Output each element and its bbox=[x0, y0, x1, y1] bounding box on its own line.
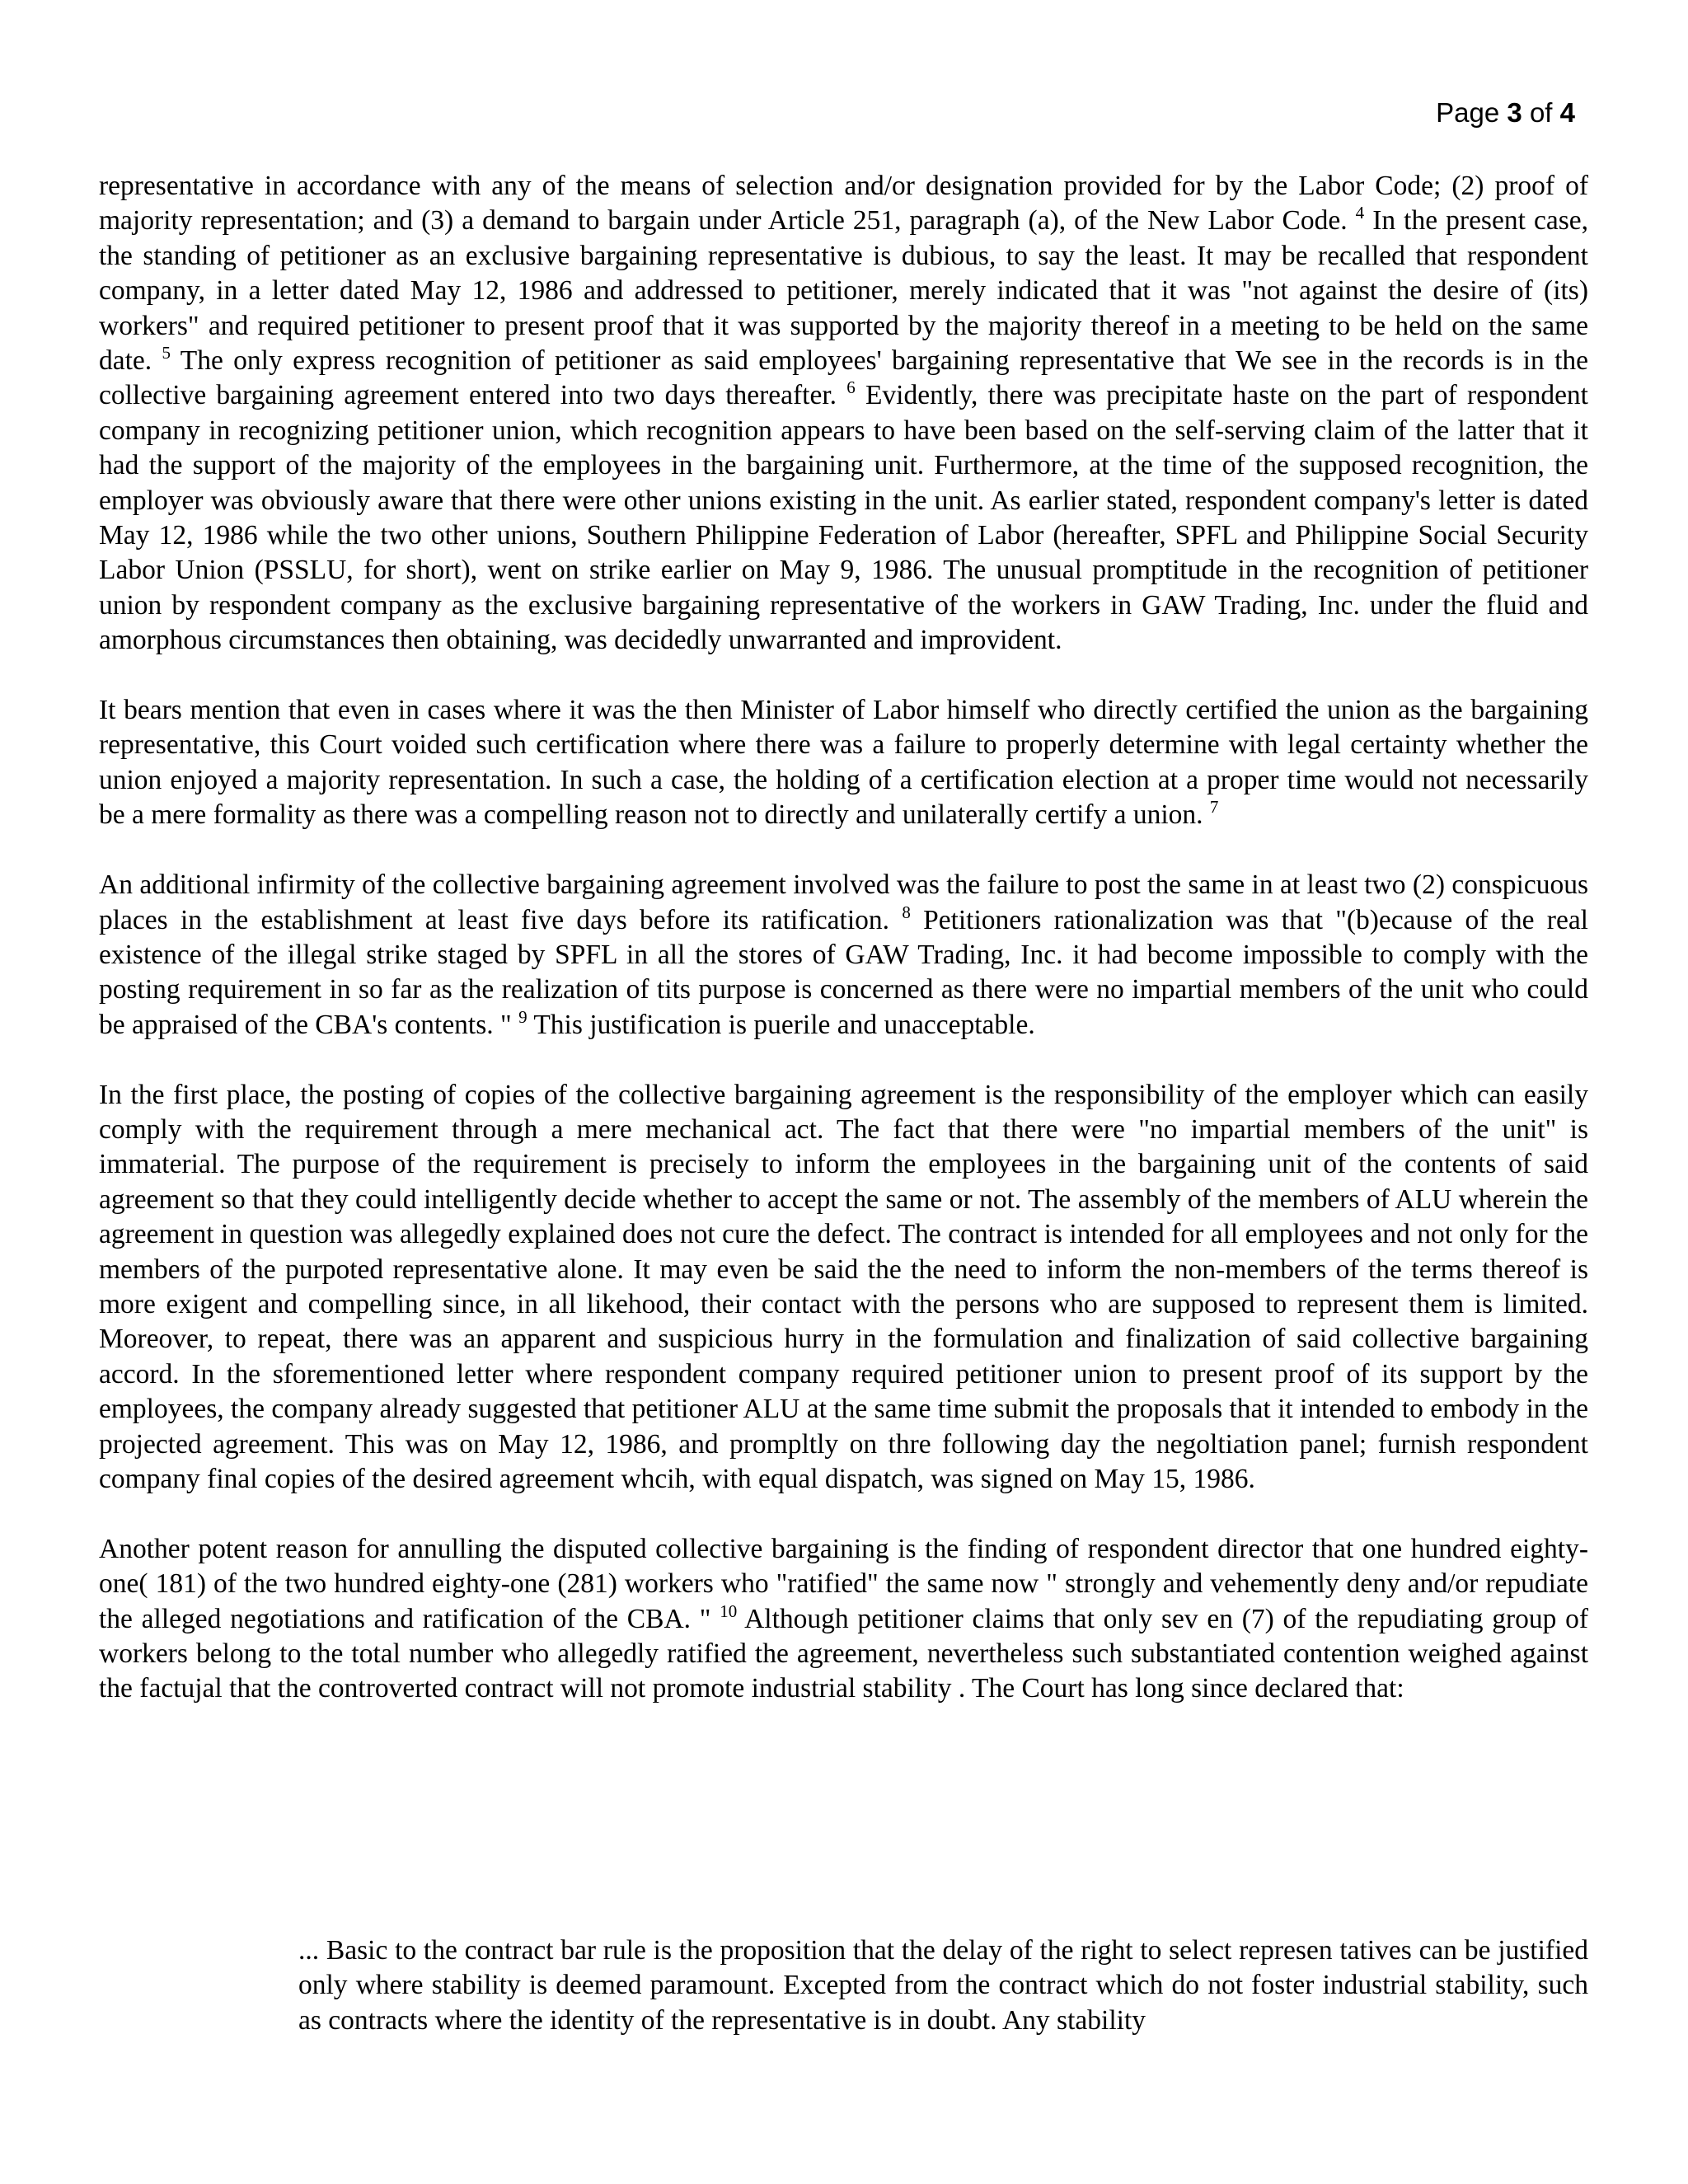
paragraph-4 bbox=[99, 1078, 1588, 1497]
paragraph-2 bbox=[99, 693, 1588, 833]
total-page-count: 4 bbox=[1559, 97, 1575, 128]
footnote-ref-5: 5 bbox=[162, 343, 171, 363]
page-word: Page bbox=[1436, 97, 1500, 128]
document-body bbox=[99, 169, 1588, 1741]
paragraph-1 bbox=[99, 169, 1588, 658]
current-page-number: 3 bbox=[1507, 97, 1522, 128]
of-word: of bbox=[1529, 97, 1553, 128]
text-run: The only express recognition of petitioner as said employees' bargaining representative that We see in the records is in the collective bargaining agreement entered into two days thereafter. bbox=[99, 345, 1588, 411]
footnote-ref-7: 7 bbox=[1209, 797, 1219, 818]
text-run: In the first place, the posting of copies of the collective bargaining agreement is the responsibility of the employer which can easily comply with the requirement through a mere mechanical act. The fact that there were "no impartial members of the unit" is immaterial. The purpose of the requirement is precisely to inform the employees in the bargaining unit of the contents of said agreement so that they could intelligently decide whether to accept the same or not. The assembly of the members of ALU wherein the agreement in question was allegedly explained does not cure the defect. The contract is intended for all employees and not only for the members of the purpoted representative alone. It may even be said the the need to inform the non-members of the terms thereof is more exigent and compelling since, in all likehood, their contact with the persons who are supposed to represent them is limited. Moreover, to repeat, there was an apparent and suspicious hurry in the formulation and finalization of said collective bargaining accord. In the sforementioned letter where respondent company required petitioner union to present proof of its support by the employees, the company already suggested that petitioner ALU at the same time submit the proposals that it intended to embody in the projected agreement. This was on May 12, 1986, and prompltly on thre following day the negoltiation panel; furnish respondent company final copies of the desired agreement whcih, with equal dispatch, was signed on May 15, 1986. bbox=[99, 1079, 1588, 1494]
text-run: Another potent reason for annulling the disputed collective bargaining is the finding of respondent director that one hundred eighty-one( 181) of the two hundred eighty-one (281) workers who "ratified" the same now " strongly and vehemently deny and/or repudiate the alleged negotiations and ratification of the CBA. " bbox=[99, 1533, 1588, 1634]
text-run: An additional infirmity of the collective bargaining agreement involved was the failure to post the same in at least two (2) conspicuous places in the establishment at least five days before its ratification. bbox=[99, 869, 1588, 935]
text-run: Evidently, there was precipitate haste on the part of respondent company in recognizing petitioner union, which recognition appears to have been based on the self-serving claim of the latter that it had the support of the majority of the employees in the bargaining unit. Furthermore, at the time of the supposed recognition, the employer was obviously aware that there were other unions existing in the unit. As earlier stated, respondent company's letter is dated May 12, 1986 while the two other unions, Southern Philippine Federation of Labor (hereafter, SPFL and Philippine Social Security Labor Union (PSSLU, for short), went on strike earlier on May 9, 1986. The unusual promptitude in the recognition of petitioner union by respondent company as the exclusive bargaining representative of the workers in GAW Trading, Inc. under the fluid and amorphous circumstances then obtaining, was decidedly unwarranted and improvident. bbox=[99, 380, 1588, 656]
footnote-ref-8: 8 bbox=[902, 902, 911, 922]
paragraph-5 bbox=[99, 1532, 1588, 1707]
text-run: In the present case, the standing of petitioner as an exclusive bargaining representative is dubious, to say the least. It may be recalled that respondent company, in a letter dated May 12, 1986 and addressed to petitioner, merely indicated that it was "not against the desire of (its) workers" and required petitioner to present proof that it was supported by the majority thereof in a meeting to be held on the same date. bbox=[99, 205, 1588, 377]
footnote-ref-9: 9 bbox=[518, 1006, 528, 1027]
footnote-ref-6: 6 bbox=[846, 377, 856, 398]
paragraph-3 bbox=[99, 868, 1588, 1043]
text-run: It bears mention that even in cases where it was the then Minister of Labor himself who directly certified the union as the bargaining representative, this Court voided such certification where there was a failure to properly determine with legal certainty whether the union enjoyed a majority representation. In such a case, the holding of a certification election at a proper time would not necessarily be a mere formality as there was a compelling reason not to directly and unilaterally certify a union. bbox=[99, 695, 1588, 831]
text-run: Although petitioner claims that only sev en (7) of the repudiating group of workers belong to the total number who allegedly ratified the agreement, nevertheless such substantiated contention weighed against the factujal that the controverted contract will not promote industrial stability . The Court has long since declared that: bbox=[99, 1603, 1588, 1704]
block-quote: ... Basic to the contract bar rule is the proposition that the delay of the right to select represen tatives can be justified only where stability is deemed paramount. Excepted from the contract which do not foster industrial stability, such as contracts where the identity of the representative is in doubt. Any stability bbox=[298, 1935, 1588, 2036]
footnote-ref-4: 4 bbox=[1355, 203, 1365, 223]
text-run: This justification is puerile and unacceptable. bbox=[527, 1009, 1035, 1040]
text-run: representative in accordance with any of the means of selection and/or designation provided for by the Labor Code; (2) proof of majority representation; and (3) a demand to bargain under Article 251, paragraph (a), of the New Labor Code. bbox=[99, 171, 1588, 237]
footnote-ref-10: 10 bbox=[720, 1601, 738, 1621]
text-run: Petitioners rationalization was that "(b)ecause of the real existence of the illegal strike staged by SPFL in all the stores of GAW Trading, Inc. it had become impossible to comply with the posting requirement in so far as the realization of tits purpose is concerned as there were no impartial members of the unit who could be appraised of the CBA's contents. " bbox=[99, 904, 1588, 1040]
page-number-header bbox=[1436, 97, 1575, 129]
